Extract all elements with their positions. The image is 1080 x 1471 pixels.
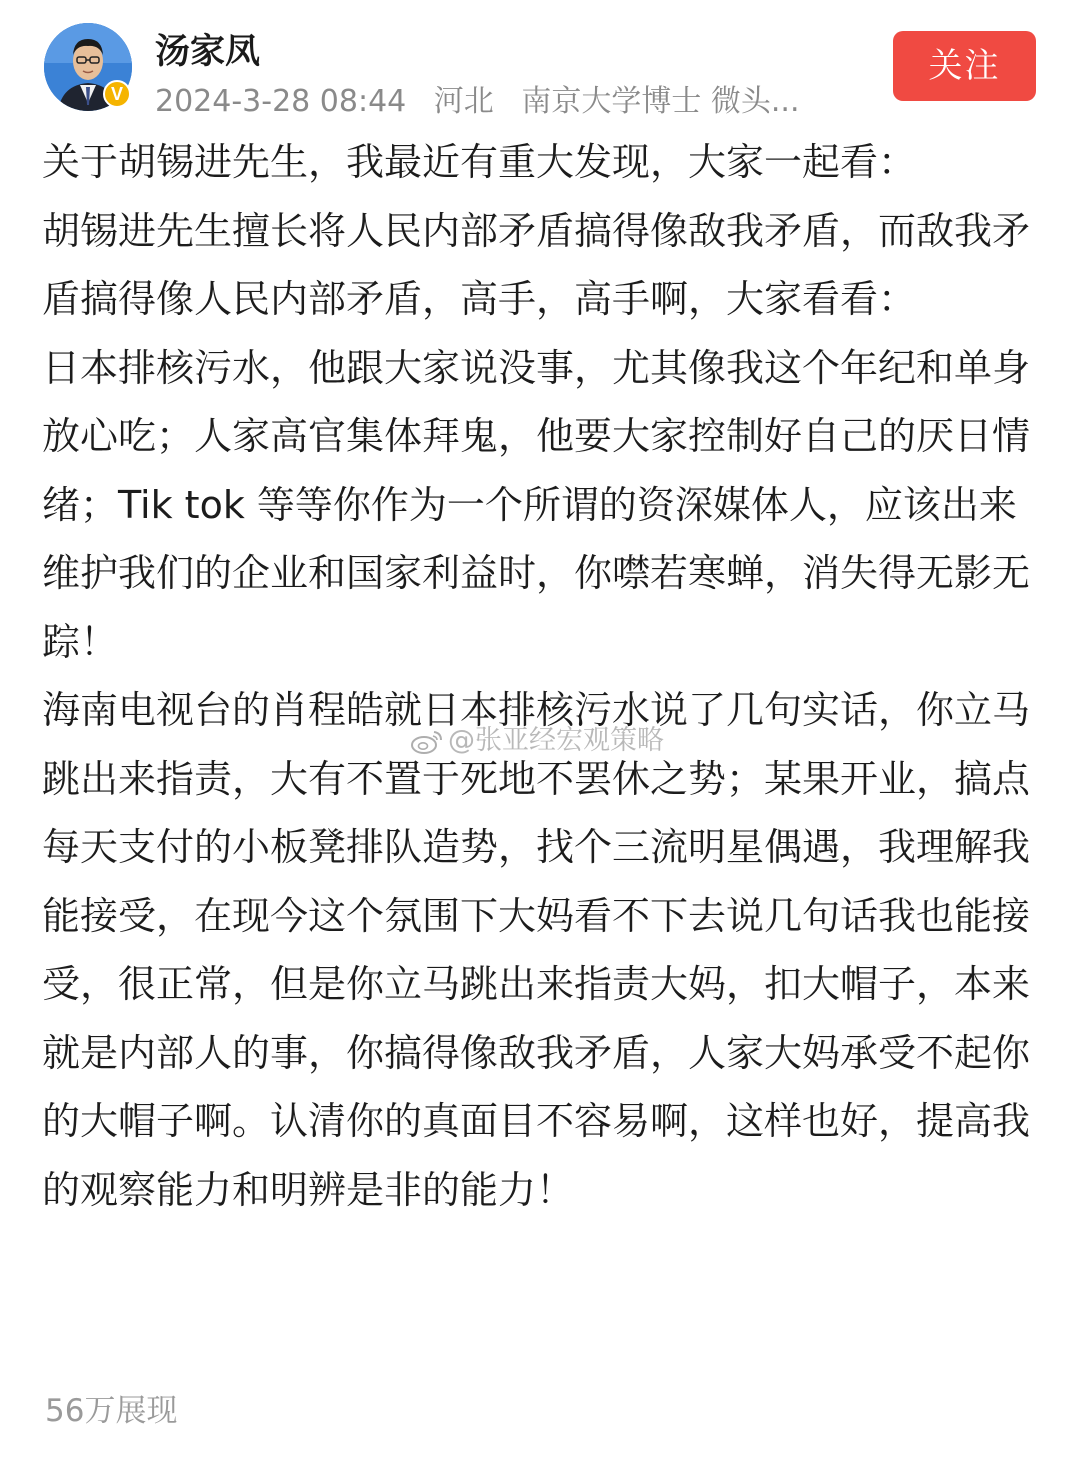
post-header: [0, 0, 1080, 125]
author-bio: 南京大学博士 微头...: [521, 84, 800, 119]
post-paragraph: 日本排核污水，他跟大家说没事，尤其像我这个年纪和单身放心吃；人家高官集体拜鬼，他要大家控制好自己的厌日情绪；Tik tok 等等你作为一个所谓的资深媒体人，应该出来维护我们的企业和国家利益时，你噤若寒蝉，消失得无影无踪！: [42, 345, 1031, 664]
post-location: 河北: [433, 84, 494, 119]
post-paragraph: 胡锡进先生擅长将人民内部矛盾搞得像敌我矛盾，而敌我矛盾搞得像人民内部矛盾，高手，高手啊，大家看看：: [42, 208, 1031, 321]
verified-v-icon: V: [103, 80, 131, 108]
follow-button[interactable]: 关注: [893, 31, 1036, 101]
post-content: [42, 128, 1042, 1224]
post-paragraph: 海南电视台的肖程皓就日本排核污水说了几句实话，你立马跳出来指责，大有不置于死地不罢休之势；某果开业，搞点每天支付的小板凳排队造势，找个三流明星偶遇，我理解我能接受，在现今这个氛围下大妈看不下去说几句话我也能接受，很正常，但是你立马跳出来指责大妈，扣大帽子，本来就是内部人的事，你搞得像敌我矛盾，人家大妈承受不起你的大帽子啊。认清你的真面目不容易啊，这样也好，提高我的观察能力和明辨是非的能力！: [42, 688, 1031, 1212]
post-timestamp: 2024-3-28 08:44: [155, 84, 407, 119]
watermark-text: @张亚经宏观策略: [448, 725, 664, 756]
view-count: 56万展现: [45, 1393, 178, 1429]
post-paragraph: 关于胡锡进先生，我最近有重大发现，大家一起看：: [42, 140, 917, 184]
post-meta: [155, 76, 855, 120]
author-name[interactable]: 汤家凤: [155, 32, 261, 72]
